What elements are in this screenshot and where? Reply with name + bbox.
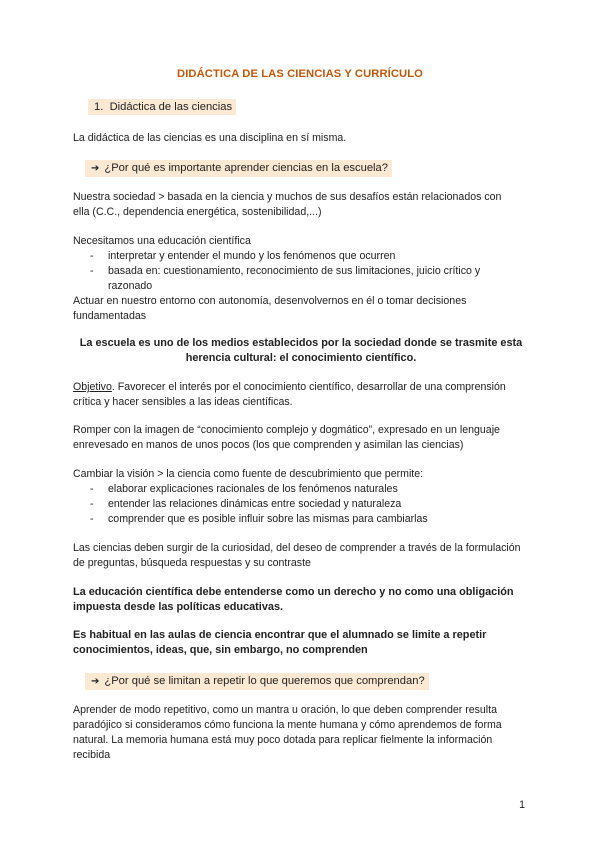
question-highlight-2 <box>85 673 429 690</box>
question-text-2: ¿Por qué se limitan a repetir lo que queremos que comprendan? <box>104 675 425 687</box>
section-heading <box>88 99 236 115</box>
paragraph-act: Actuar en nuestro entorno con autonomía, desenvolvernos en él o tomar decisiones fundamentadas <box>73 295 467 322</box>
paragraph-repetitive: Aprender de modo repetitivo, como un mantra u oración, lo que deben comprender resulta paradójico si consideramos cómo funciona la mente humana y cómo aprendemos de forma natural. La memoria humana está muy poco dotada para replicar fielmente la información recibida <box>73 704 502 761</box>
list-item: - basada en: cuestionamiento, reconocimiento de sus limitaciones, juicio crítico y razonado <box>90 264 518 294</box>
bold-statement-right: La educación científica debe entenderse como un derecho y no como una obligación impuesta desde las políticas educativas. <box>73 586 514 613</box>
paragraph-society <box>73 190 533 220</box>
question-text-1: ¿Por qué es importante aprender ciencias en la escuela? <box>104 162 388 174</box>
paragraph-objective <box>73 380 533 410</box>
objective-label: Objetivo <box>73 381 112 393</box>
bold-statement-repeat: Es habitual en las aulas de ciencia encontrar que el alumnado se limite a repetir conocimientos, ideas, que, sin embargo, no comprenden <box>73 629 487 656</box>
paragraph-need: Necesitamos una educación científica <box>73 235 251 247</box>
list-vision <box>90 482 520 527</box>
paragraph-change-vision: Cambiar la visión > la ciencia como fuente de descubrimiento que permite: <box>73 468 424 480</box>
list-item: - comprender que es posible influir sobre las mismas para cambiarlas <box>90 512 520 527</box>
document-title: DIDÁCTICA DE LAS CIENCIAS Y CURRÍCULO <box>177 68 423 80</box>
arrow-right-icon: ➔ <box>91 676 100 687</box>
list-need <box>90 249 520 294</box>
paragraph-curiosity: Las ciencias deben surgir de la curiosidad, del deseo de comprender a través de la formulación de preguntas, búsqueda respuestas y su contraste <box>73 542 521 569</box>
paragraph-break-image: Romper con la imagen de “conocimiento complejo y dogmático”, expresado en un lenguaje enrevesado en manos de unos pocos (los que comprenden y asimilan las ciencias) <box>73 424 500 451</box>
list-item: - interpretar y entender el mundo y los fenómenos que ocurren <box>90 249 520 264</box>
objective-text: . Favorecer el interés por el conocimiento científico, desarrollar de una comprensión crítica y hacer sensibles a las ideas científicas. <box>73 381 506 408</box>
bold-statement-school: La escuela es uno de los medios establecidos por la sociedad donde se trasmite esta herencia cultural: el conocimiento científico. <box>79 337 523 364</box>
paragraph-society-line-1: Nuestra sociedad > basada en la ciencia y muchos de sus desafíos están relacionados con <box>73 191 502 203</box>
list-item: - entender las relaciones dinámicas entre sociedad y naturaleza <box>90 497 520 512</box>
list-item: - elaborar explicaciones racionales de los fenómenos naturales <box>90 482 520 497</box>
arrow-right-icon: ➔ <box>91 163 100 174</box>
page-number: 1 <box>519 799 525 811</box>
section-label: Didáctica de las ciencias <box>109 101 233 113</box>
paragraph-society-line-2: ella (C.C., dependencia energética, sostenibilidad,...) <box>73 206 322 218</box>
question-highlight-1 <box>85 160 392 177</box>
section-number: 1. <box>94 101 104 113</box>
paragraph-intro: La didáctica de las ciencias es una disciplina en sí misma. <box>73 132 347 144</box>
